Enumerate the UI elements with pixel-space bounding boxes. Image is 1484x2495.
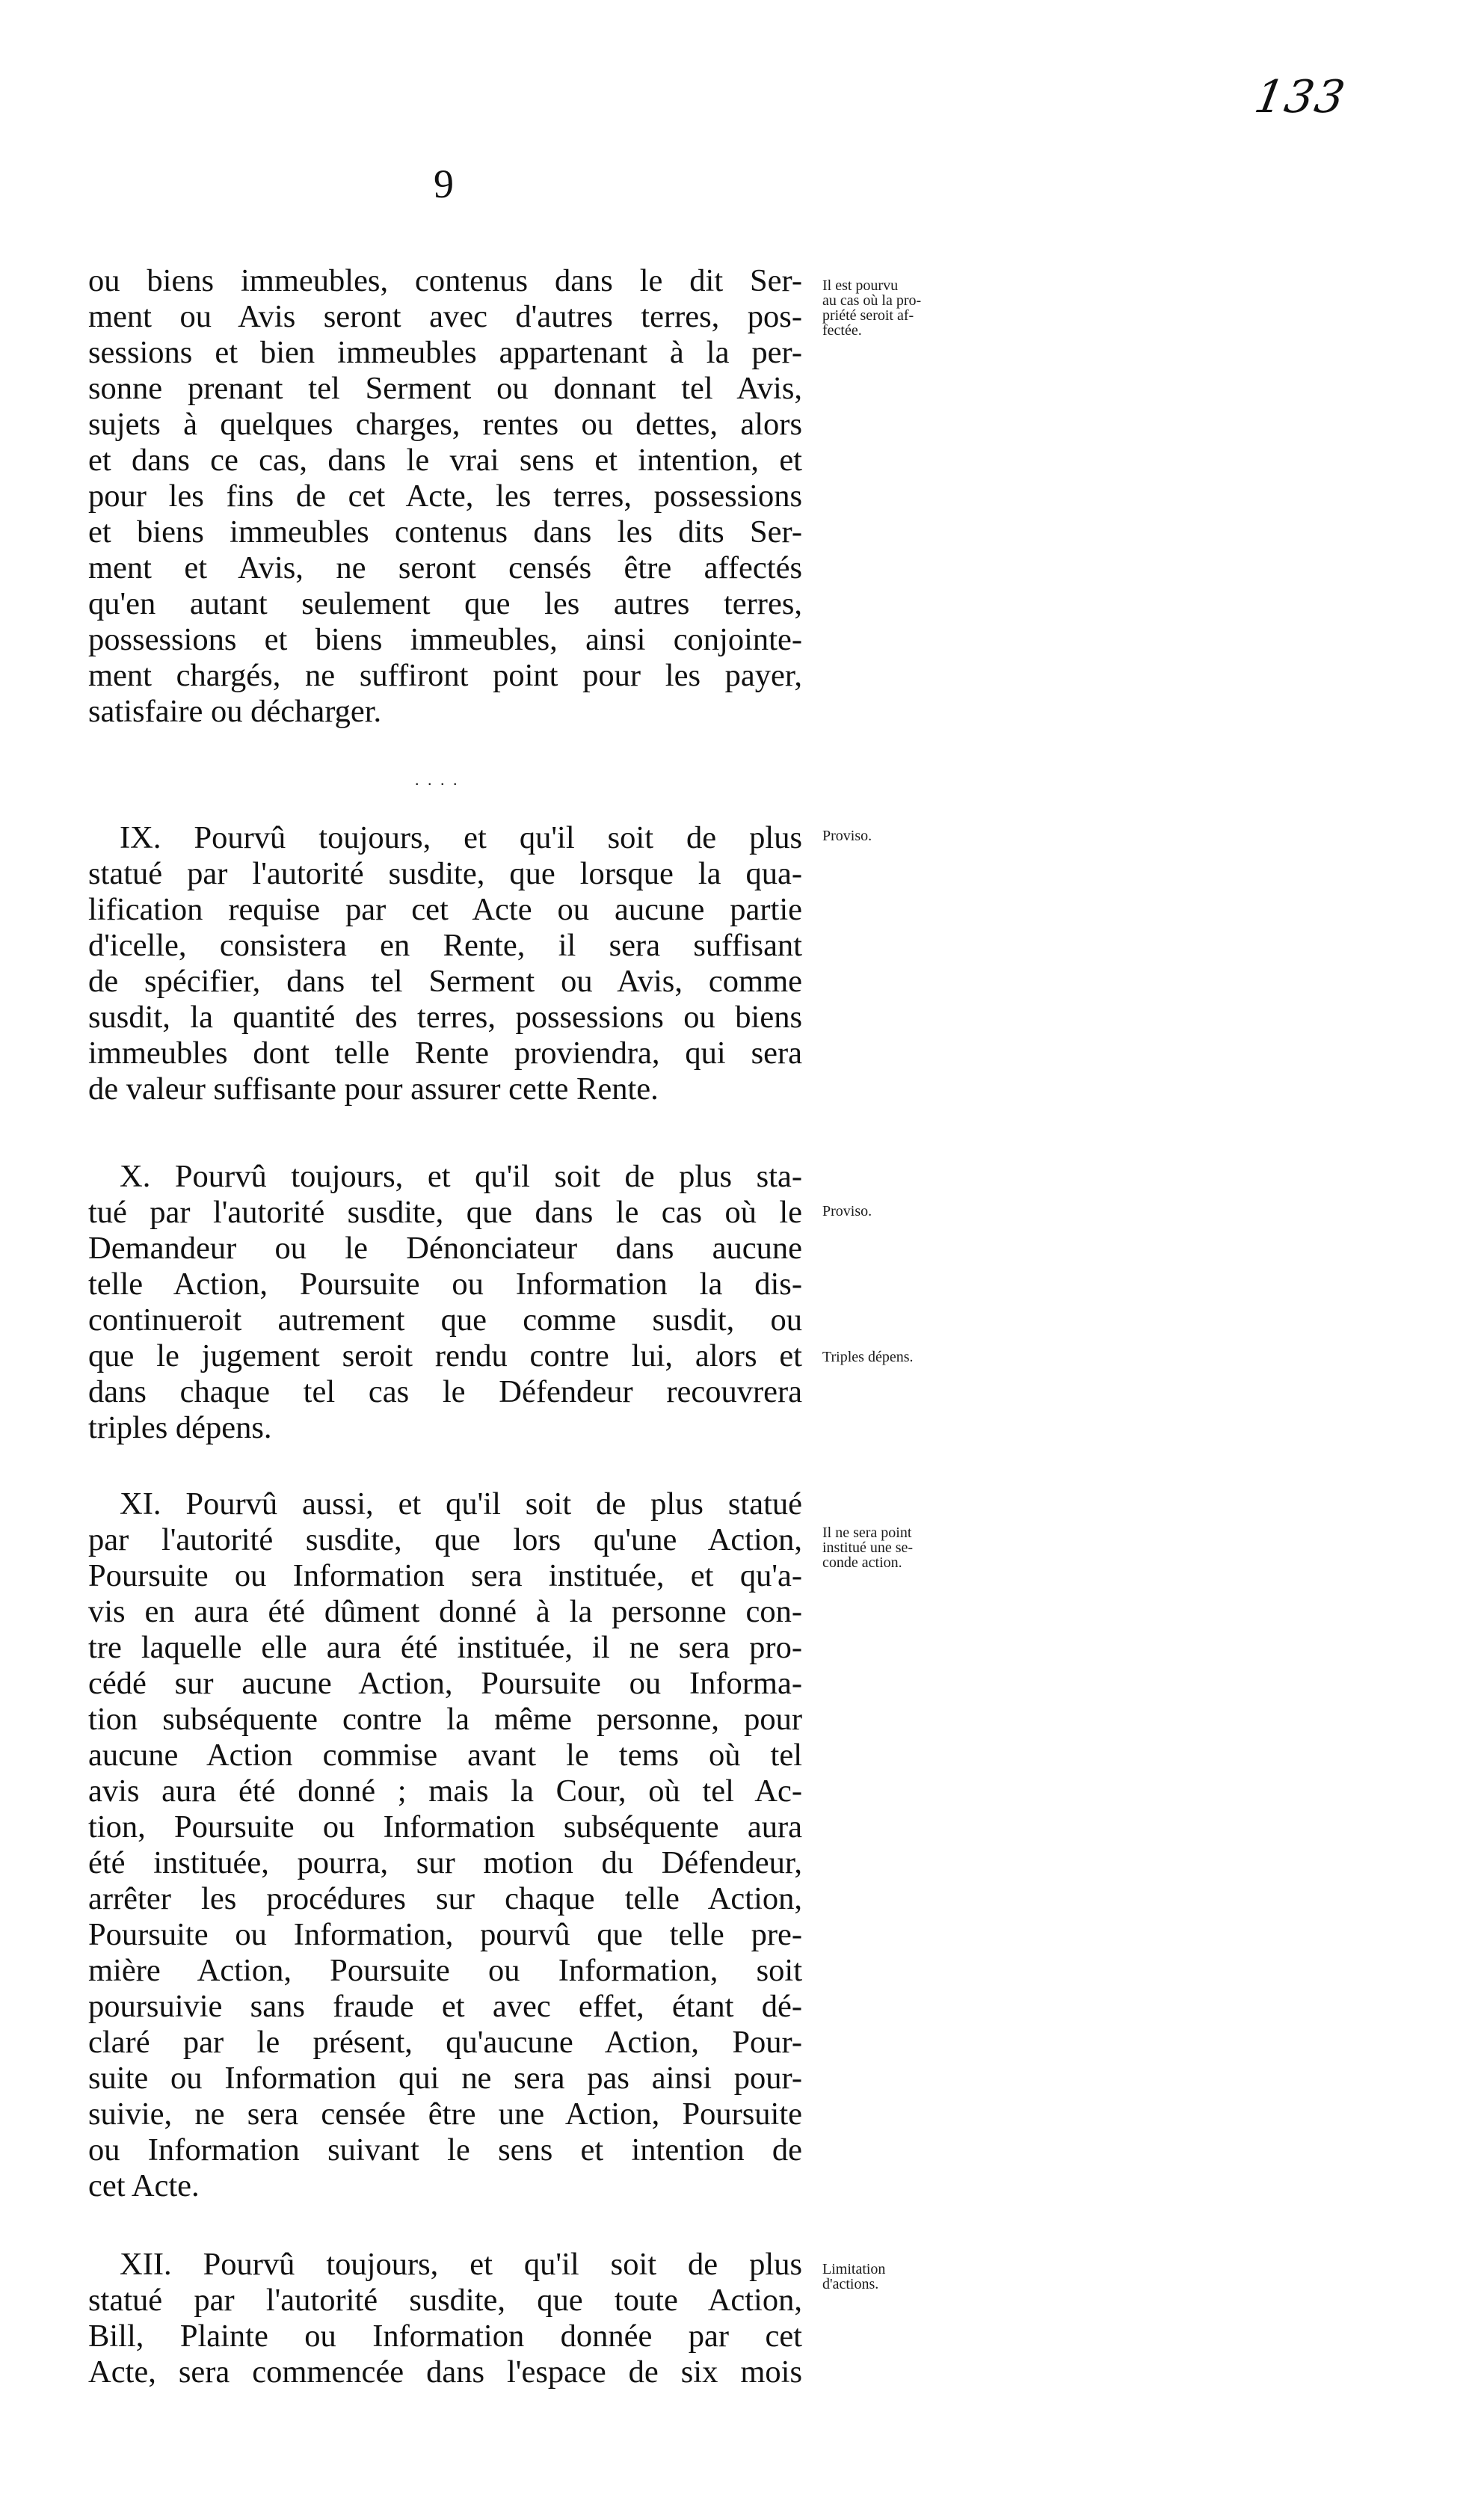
text-line: cet Acte. [88,2168,200,2203]
text-line: par l'autorité susdite, que lors qu'une Action, [88,1522,802,1557]
text-line: statué par l'autorité susdite, que toute Action, [88,2283,802,2318]
text-line: telle Action, Poursuite ou Information la dis- [88,1267,802,1302]
text-line: claré par le présent, qu'aucune Action, Pour- [88,2025,802,2060]
text-line: tre laquelle elle aura été instituée, il ne sera pro- [88,1630,802,1665]
text-line: susdit, la quantité des terres, possessions ou biens [88,1000,802,1035]
text-line: ment chargés, ne suffiront point pour les payer, [88,658,802,693]
text-line: de spécifier, dans tel Serment ou Avis, comme [88,964,802,999]
text-line: sujets à quelques charges, rentes ou dettes, alors [88,407,802,442]
text-line: ou biens immeubles, contenus dans le dit Ser- [88,263,802,298]
margin-note-triple-costs: Triples dépens. [822,1349,914,1365]
margin-note-proviso-x: Proviso. [822,1203,872,1219]
text-line: satisfaire ou décharger. [88,694,382,729]
text-line: tué par l'autorité susdite, que dans le cas où le [88,1195,802,1230]
text-line: que le jugement seroit rendu contre lui, alors et [88,1338,802,1373]
text-line: lification requise par cet Acte ou aucune partie [88,892,802,927]
text-line: de valeur suffisante pour assurer cette Rente. [88,1071,659,1107]
text-line: Poursuite ou Information, pourvû que telle pre- [88,1917,802,1952]
text-line: dans chaque tel cas le Défendeur recouvrera [88,1374,802,1409]
section-xii [88,2247,802,2390]
text-line: sonne prenant tel Serment ou donnant tel Avis, [88,371,802,406]
margin-note-second-action: Il ne sera point institué une se- conde action. [822,1525,914,1571]
text-line: vis en aura été dûment donné à la personne con- [88,1594,802,1629]
text-line: Demandeur ou le Dénonciateur dans aucune [88,1231,802,1266]
text-line: poursuivie sans fraude et avec effet, étant dé- [88,1989,802,2024]
text-line: été instituée, pourra, sur motion du Défendeur, [88,1845,802,1880]
margin-note-property: Il est pourvu au cas où la pro- priété seroit af- fectée. [822,277,922,339]
printer-dots: . . . . [415,770,460,789]
text-line: tion subséquente contre la même personne, pour [88,1702,802,1737]
text-line: d'icelle, consistera en Rente, il sera suffisant [88,928,802,963]
text-line: possessions et biens immeubles, ainsi conjointe- [88,622,802,657]
text-line: immeubles dont telle Rente proviendra, qui sera [88,1036,802,1071]
text-line: arrêter les procédures sur chaque telle Action, [88,1881,802,1916]
text-line: aucune Action commise avant le tems où tel [88,1738,802,1773]
section-ix [88,820,802,1107]
text-line: et dans ce cas, dans le vrai sens et intention, et [88,443,802,478]
text-line: et biens immeubles contenus dans les dits Ser- [88,514,802,550]
section-x [88,1159,802,1446]
text-line: cédé sur aucune Action, Poursuite ou Informa- [88,1666,802,1701]
margin-note-limitation: Limitation d'actions. [822,2261,886,2292]
text-line: continueroit autrement que comme susdit, ou [88,1302,802,1338]
text-line: X. Pourvû toujours, et qu'il soit de plus sta- [120,1159,802,1194]
text-line: Bill, Plainte ou Information donnée par cet [88,2319,802,2354]
text-line: avis aura été donné ; mais la Cour, où tel Ac- [88,1773,802,1809]
text-line: Acte, sera commencée dans l'espace de six mois [88,2354,802,2390]
text-line: ment ou Avis seront avec d'autres terres, pos- [88,299,802,334]
paragraph-continuation [88,263,802,730]
section-xi [88,1486,802,2204]
text-line: ou Information suivant le sens et intention de [88,2132,802,2168]
text-line: qu'en autant seulement que les autres terres, [88,586,802,621]
text-line: Poursuite ou Information sera instituée, et qu'a- [88,1558,802,1593]
handwritten-page-number: 133 [1251,71,1351,123]
text-line: pour les fins de cet Acte, les terres, possessions [88,479,802,514]
text-line: XI. Pourvû aussi, et qu'il soit de plus statué [120,1486,802,1522]
text-line: suivie, ne sera censée être une Action, Poursuite [88,2096,802,2132]
text-line: sessions et bien immeubles appartenant à la per- [88,335,802,370]
text-line: mière Action, Poursuite ou Information, soit [88,1953,802,1988]
text-line: tion, Poursuite ou Information subséquente aura [88,1809,802,1845]
text-line: triples dépens. [88,1410,272,1445]
printed-page-number: 9 [434,161,454,206]
text-line: IX. Pourvû toujours, et qu'il soit de plus [120,820,802,855]
text-line: statué par l'autorité susdite, que lorsque la qua- [88,856,802,891]
text-line: ment et Avis, ne seront censés être affectés [88,550,802,585]
margin-note-proviso-ix: Proviso. [822,828,872,844]
text-line: suite ou Information qui ne sera pas ainsi pour- [88,2061,802,2096]
text-line: XII. Pourvû toujours, et qu'il soit de plus [120,2247,802,2282]
